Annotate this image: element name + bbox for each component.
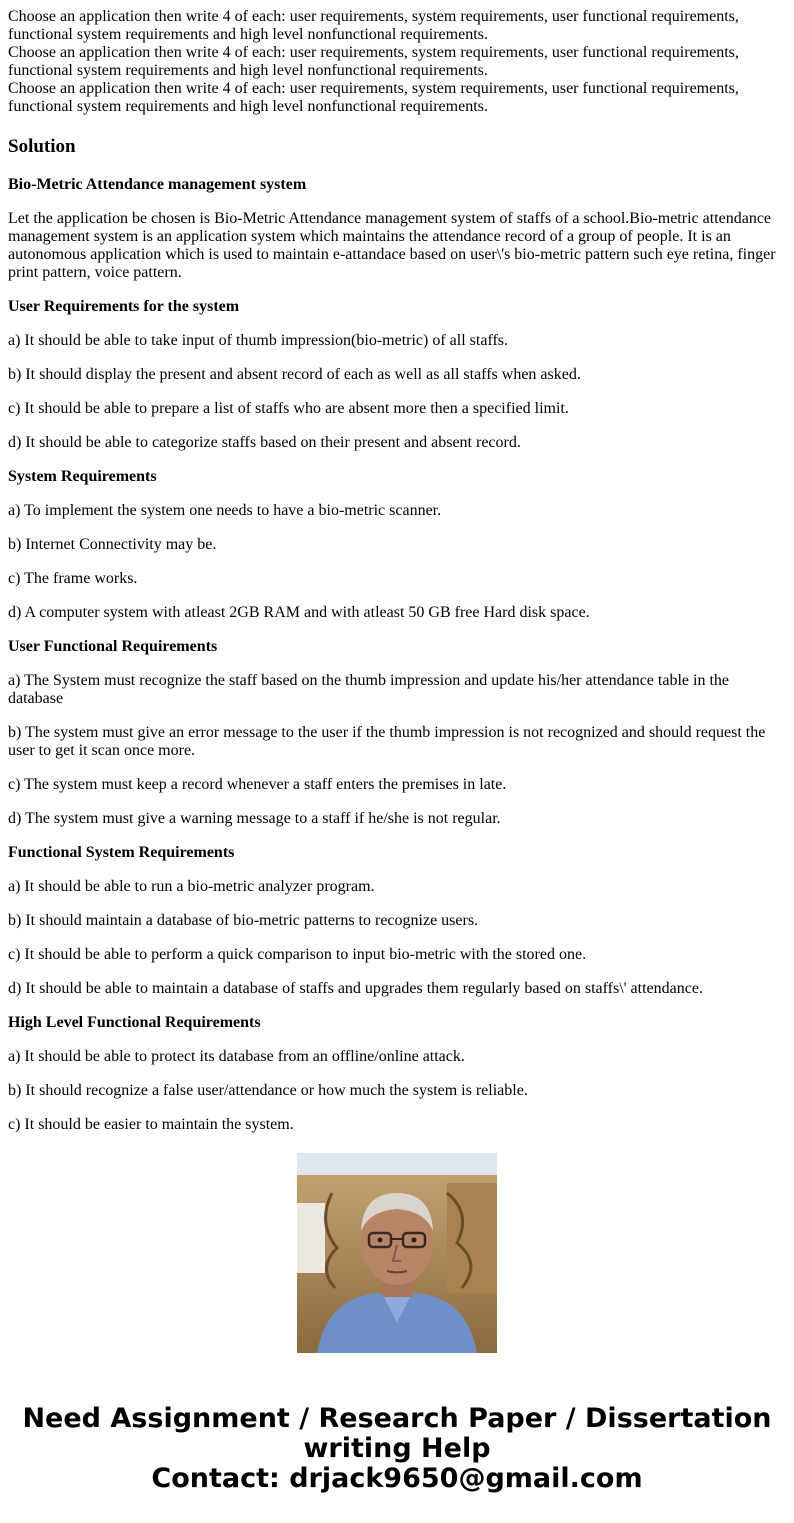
requirement-item: a) To implement the system one needs to have a bio-metric scanner. <box>8 502 442 519</box>
promo-banner <box>0 1404 794 1494</box>
requirement-item: b) Internet Connectivity may be. <box>8 536 217 553</box>
avatar-portrait <box>297 1153 497 1353</box>
question-block <box>8 8 786 116</box>
requirement-item: b) It should maintain a database of bio-metric patterns to recognize users. <box>8 912 479 929</box>
intro-paragraph: Let the application be chosen is Bio-Metric Attendance management system of staffs of a school.Bio-metric attendance management system is an application system which maintains the attendance record of a group of people. It is an autonomous application which is used to maintain e-attandace based on user\'s bio-metric pattern such eye retina, finger print pattern, voice pattern. <box>8 210 776 281</box>
section-heading-high-level-requirements: High Level Functional Requirements <box>8 1014 261 1031</box>
requirement-item: a) It should be able to protect its database from an offline/online attack. <box>8 1048 465 1065</box>
question-text: Choose an application then write 4 of each: user requirements, system requirements, user functional requirements, functional system requirements and high level nonfunctional requirements. <box>8 44 739 79</box>
promo-contact: Contact: drjack9650@gmail.com <box>151 1463 643 1494</box>
solution-title: Solution <box>8 136 76 157</box>
promo-line: Need Assignment / Research Paper / Dissertation <box>22 1403 772 1434</box>
requirement-item: c) It should be easier to maintain the system. <box>8 1116 294 1133</box>
document-content <box>8 8 786 1133</box>
requirement-item: b) It should display the present and absent record of each as well as all staffs when asked. <box>8 366 581 383</box>
requirement-item: c) The system must keep a record whenever a staff enters the premises in late. <box>8 776 507 793</box>
question-text: Choose an application then write 4 of each: user requirements, system requirements, user functional requirements, functional system requirements and high level nonfunctional requirements. <box>8 8 739 43</box>
question-text: Choose an application then write 4 of each: user requirements, system requirements, user functional requirements, functional system requirements and high level nonfunctional requirements. <box>8 80 739 115</box>
section-heading-functional-system-requirements: Functional System Requirements <box>8 844 235 861</box>
requirement-item: d) The system must give a warning message to a staff if he/she is not regular. <box>8 810 501 827</box>
requirement-item: a) The System must recognize the staff based on the thumb impression and update his/her attendance table in the database <box>8 672 729 707</box>
avatar <box>297 1153 497 1353</box>
requirement-item: b) It should recognize a false user/attendance or how much the system is reliable. <box>8 1082 528 1099</box>
section-heading-user-requirements: User Requirements for the system <box>8 298 240 315</box>
requirement-item: d) A computer system with atleast 2GB RAM and with atleast 50 GB free Hard disk space. <box>8 604 590 621</box>
requirement-item: a) It should be able to take input of thumb impression(bio-metric) of all staffs. <box>8 332 509 349</box>
requirement-item: c) The frame works. <box>8 570 138 587</box>
section-heading-system-requirements: System Requirements <box>8 468 157 485</box>
requirement-item: d) It should be able to maintain a database of staffs and upgrades them regularly based on staffs\' attendance. <box>8 980 703 997</box>
requirement-item: d) It should be able to categorize staffs based on their present and absent record. <box>8 434 521 451</box>
app-heading: Bio-Metric Attendance management system <box>8 176 307 193</box>
promo-line: writing Help <box>303 1433 491 1464</box>
solution-body <box>8 176 786 1134</box>
requirement-item: b) The system must give an error message to the user if the thumb impression is not recognized and should request the user to get it scan once more. <box>8 724 766 759</box>
requirement-item: c) It should be able to perform a quick comparison to input bio-metric with the stored one. <box>8 946 587 963</box>
requirement-item: a) It should be able to run a bio-metric analyzer program. <box>8 878 375 895</box>
section-heading-user-functional-requirements: User Functional Requirements <box>8 638 218 655</box>
requirement-item: c) It should be able to prepare a list of staffs who are absent more then a specified limit. <box>8 400 569 417</box>
